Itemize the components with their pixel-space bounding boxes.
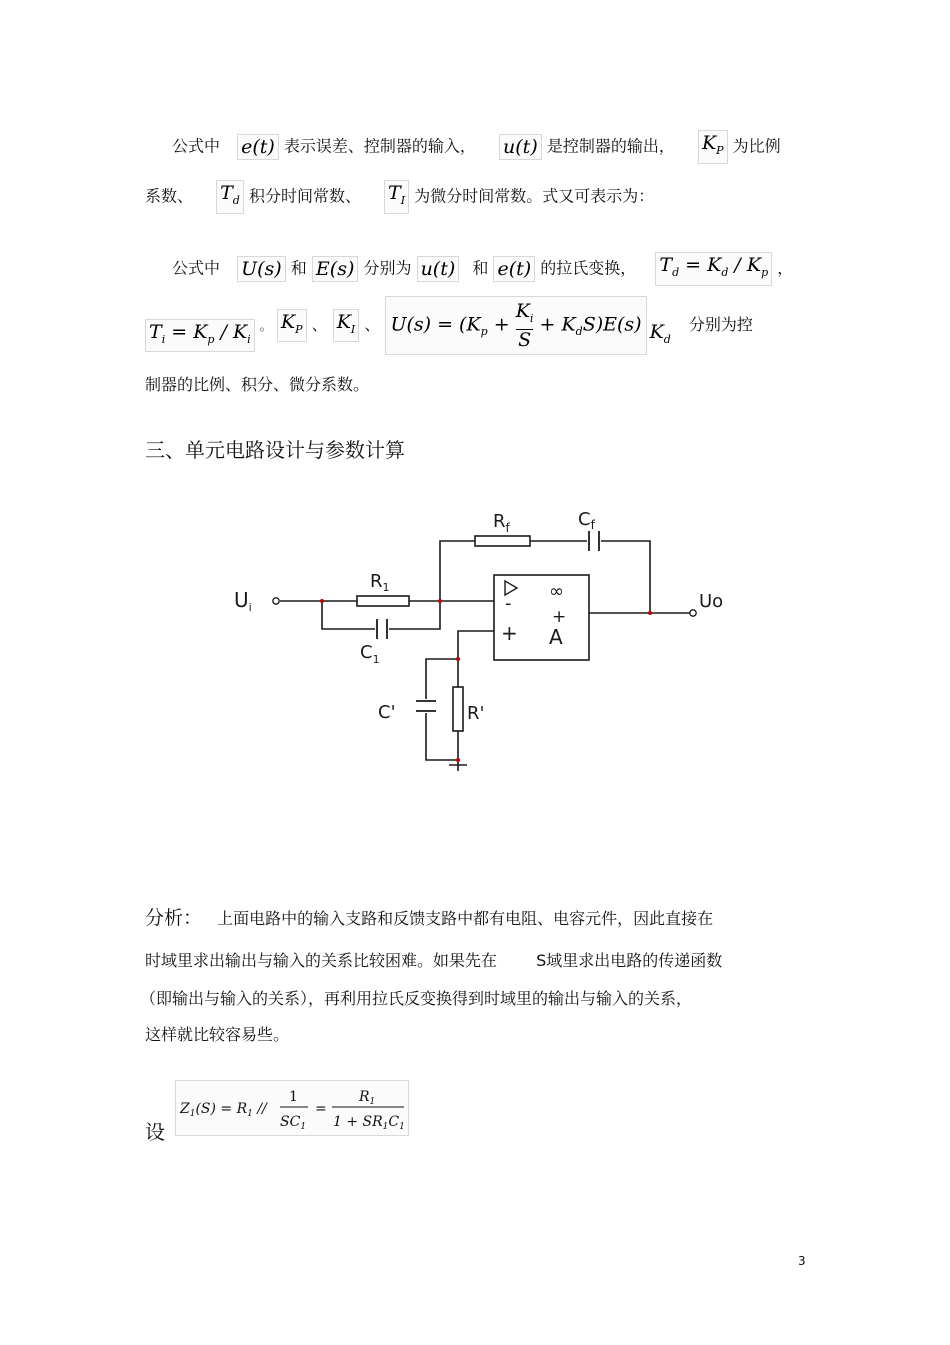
sub: i — [529, 311, 534, 325]
text: 公式中 — [172, 258, 221, 278]
text: （即输出与输入的关系），再利用拉氏反变换得到时域里的输出与输入的关系， — [140, 989, 693, 1008]
resistor-rp — [453, 687, 463, 731]
wire — [440, 541, 475, 601]
eq-U-s: U(s) — [237, 256, 286, 282]
sub: p — [207, 332, 215, 346]
label-a: A — [549, 625, 563, 649]
text: 、 — [311, 314, 328, 334]
eq-sign: = — [315, 1101, 327, 1117]
sub: d — [672, 265, 680, 279]
label-infinity: ∞ — [549, 581, 564, 602]
text: 表示误差、控制器的输入， — [283, 136, 476, 156]
eq-ti — [384, 180, 409, 214]
eq-e-t: e(t) — [237, 134, 279, 160]
sym: K — [336, 310, 351, 333]
eq-kd — [647, 320, 674, 352]
sub: I — [350, 322, 356, 336]
eq-E-s: E(s) — [312, 256, 358, 282]
label-c1: $C_1$ — [360, 642, 380, 666]
label-rp: R' — [467, 703, 485, 724]
text: 分别为控 — [688, 314, 753, 334]
eq-part: $Z_1(S) = R_1$ // — [180, 1101, 267, 1119]
label-uo: Uo — [699, 591, 724, 612]
para2-line3 — [172, 252, 793, 286]
wire — [458, 631, 494, 659]
analysis-line3 — [140, 986, 692, 1009]
eq-z1 — [175, 1080, 409, 1136]
sym: T — [149, 320, 162, 343]
text: 和 — [290, 258, 307, 278]
analysis-line2 — [145, 948, 722, 971]
output-terminal — [690, 610, 696, 616]
analysis-line1 — [145, 903, 713, 930]
page-number: 3 — [798, 1254, 806, 1268]
sub: P — [295, 322, 303, 336]
sym: = K — [679, 254, 722, 276]
eq-ti-def — [145, 319, 255, 353]
eq-u-t-2: u(t) — [417, 256, 460, 282]
sub: P — [716, 143, 724, 157]
junction-dot — [438, 599, 442, 603]
numerator — [516, 301, 534, 330]
label-cf: $C_f$ — [578, 509, 595, 532]
eq-kp — [698, 130, 728, 164]
text: 为微分时间常数。式又可表示为： — [414, 186, 655, 206]
sub: i — [247, 332, 251, 346]
sym: / K — [214, 320, 248, 343]
text: 分别为 — [363, 258, 412, 278]
sym: K — [515, 300, 530, 322]
sym: U(s) = (K — [390, 313, 481, 336]
label-plus-input: + — [501, 621, 518, 645]
wire — [601, 541, 650, 613]
eq-e-t-2: e(t) — [493, 256, 535, 282]
label-cp: C' — [378, 702, 396, 723]
para1-line1 — [172, 130, 781, 164]
resistor-rf — [475, 536, 530, 546]
resistor-r1 — [357, 596, 409, 606]
sub: d — [575, 325, 583, 339]
denominator: S — [518, 328, 532, 351]
frac2-den: $1 + SR_1C_1$ — [333, 1114, 405, 1132]
sub: d — [663, 332, 671, 346]
sym: / K — [728, 254, 762, 276]
para2-line4 — [145, 296, 753, 356]
text: 的拉氏变换， — [540, 258, 637, 278]
label-r1: $R_1$ — [370, 571, 390, 594]
text: 这样就比较容易些。 — [145, 1025, 290, 1044]
text: 为比例 — [732, 136, 781, 156]
sub: i — [161, 332, 166, 346]
sub: d — [721, 265, 729, 279]
op-amp-box — [494, 575, 589, 660]
junction-dot — [648, 611, 652, 615]
label-ui: $U_i$ — [234, 588, 252, 614]
sub: d — [232, 193, 240, 207]
analysis-label: 分析： — [145, 907, 203, 929]
eq-kp-2 — [277, 309, 307, 343]
sym: = K — [165, 320, 208, 343]
para2-line5 — [145, 372, 369, 395]
text: 。 — [259, 318, 272, 333]
label-rf: $R_f$ — [493, 511, 510, 535]
sym: + K — [533, 313, 576, 336]
sub: p — [480, 325, 488, 339]
text: 、 — [364, 314, 381, 334]
sym: T — [220, 182, 233, 204]
sub: I — [400, 193, 406, 207]
sym: K — [280, 310, 296, 333]
label-plus-top: + — [552, 607, 567, 627]
text: 时域里求出输出与输入的关系比较困难。如果先在 — [145, 951, 498, 970]
sub: p — [761, 265, 769, 279]
eq-ki — [333, 309, 360, 343]
analysis-line4 — [145, 1022, 289, 1045]
fraction — [516, 301, 534, 350]
input-terminal — [273, 598, 279, 604]
text: 积分时间常数、 — [248, 186, 361, 206]
label-minus: - — [505, 593, 512, 614]
eq-td — [216, 180, 244, 214]
sym: T — [388, 182, 401, 204]
eq-u-t: u(t) — [499, 134, 542, 160]
sym: K — [701, 132, 717, 154]
text: ， — [777, 258, 794, 278]
text: 和 — [472, 258, 489, 278]
eq-pid-transfer — [385, 296, 646, 355]
text: 制器的比例、积分、微分系数。 — [145, 375, 370, 394]
text: 公式中 — [172, 136, 221, 156]
text: 是控制器的输出， — [546, 136, 675, 156]
text: 系数、 — [145, 186, 194, 206]
set-label: 设 — [145, 1120, 165, 1144]
frac1-num: 1 — [289, 1089, 298, 1105]
text: S域里求出电路的传递函数 — [536, 951, 723, 970]
sym: S)E(s) — [582, 313, 642, 336]
circuit-diagram — [212, 503, 734, 787]
para1-line2 — [145, 180, 654, 214]
frac1-den: $SC_1$ — [280, 1114, 307, 1132]
section-heading: 三、单元电路设计与参数计算 — [145, 438, 405, 462]
eq-td-def — [655, 252, 772, 286]
sym: K — [649, 320, 664, 343]
junction-dot — [456, 657, 460, 661]
sym: T — [659, 254, 673, 276]
sym: + — [487, 313, 516, 336]
junction-dot — [320, 599, 324, 603]
text: 上面电路中的输入支路和反馈支路中都有电阻、电容元件，因此直接在 — [217, 909, 714, 928]
junction-dot — [456, 758, 460, 762]
frac2-num: $R_1$ — [359, 1089, 376, 1107]
